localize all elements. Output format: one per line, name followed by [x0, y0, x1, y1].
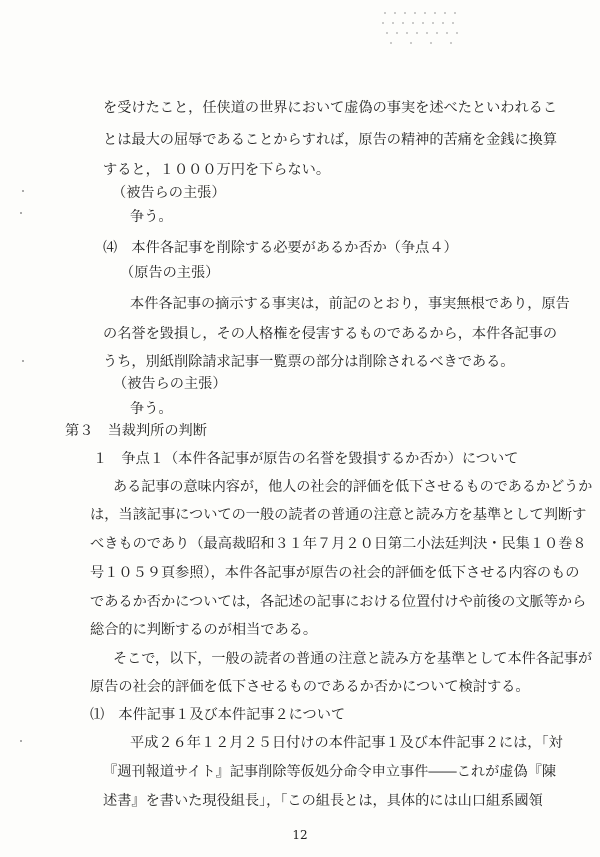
text-line: すると，１０００万円を下らない。	[103, 162, 331, 178]
page-number: 12	[292, 828, 308, 842]
text-line: 争う。	[130, 209, 173, 225]
text-line: （被告らの主張）	[112, 185, 226, 201]
text-line: 争う。	[130, 401, 173, 417]
text-line: 原告の社会的評価を低下させるものであるか否かについて検討する。	[90, 679, 530, 695]
section-heading: ⑴ 本件記事１及び本件記事２について	[90, 707, 346, 723]
text-line: 号１０５９頁参照），本件各記事が原告の社会的評価を低下させる内容のもの	[90, 565, 580, 581]
text-line: べきものであり（最高裁昭和３１年７月２０日第二小法廷判決・民集１０巻８	[90, 536, 587, 552]
text-line: 総合的に判断するのが相当である。	[90, 622, 318, 638]
scan-noise	[380, 8, 470, 48]
text-line: 述書』を書いた現役組長」，「この組長とは，具体的には山口組系國領	[103, 793, 543, 809]
text-line: （原告の主張）	[120, 265, 220, 281]
text-line: の名誉を毀損し，その人格権を侵害するものであるから，本件各記事の	[103, 326, 558, 342]
text-line: ある記事の意味内容が，他人の社会的評価を低下させるものであるかどうか	[113, 479, 593, 495]
binding-hole-mark	[20, 212, 22, 214]
text-line: 『週刊報道サイト』記事削除等仮処分命令申立事件――これが虚偽『陳	[103, 764, 557, 780]
text-line: とは最大の屈辱であることからすれば，原告の精神的苦痛を金銭に換算	[103, 132, 558, 148]
text-line: （被告らの主張）	[113, 376, 227, 392]
text-line: を受けたこと，任侠道の世界において虚偽の事実を述べたといわれるこ	[103, 100, 558, 116]
text-line: 本件各記事の摘示する事実は，前記のとおり，事実無根であり，原告	[130, 296, 570, 312]
section-heading: １ 争点１（本件各記事が原告の名誉を毀損するか否か）について	[93, 451, 519, 467]
section-heading: ⑷ 本件各記事を削除する必要があるか否か（争点４）	[103, 240, 458, 256]
text-line: 平成２６年１２月２５日付けの本件記事１及び本件記事２には，「対	[130, 735, 563, 751]
text-line: そこで，以下，一般の読者の普通の注意と読み方を基準として本件各記事が	[113, 651, 593, 667]
binding-hole-mark	[22, 190, 24, 192]
text-line: は，当該記事についての一般の読者の普通の注意と読み方を基準として判断す	[90, 507, 587, 523]
section-heading: 第３ 当裁判所の判断	[65, 423, 207, 439]
binding-hole-mark	[20, 740, 22, 742]
text-line: うち，別紙削除請求記事一覧票の部分は削除されるべきである。	[103, 354, 515, 370]
text-line: であるか否かについては，各記述の記事における位置付けや前後の文脈等から	[90, 594, 587, 610]
binding-hole-mark	[22, 360, 24, 362]
